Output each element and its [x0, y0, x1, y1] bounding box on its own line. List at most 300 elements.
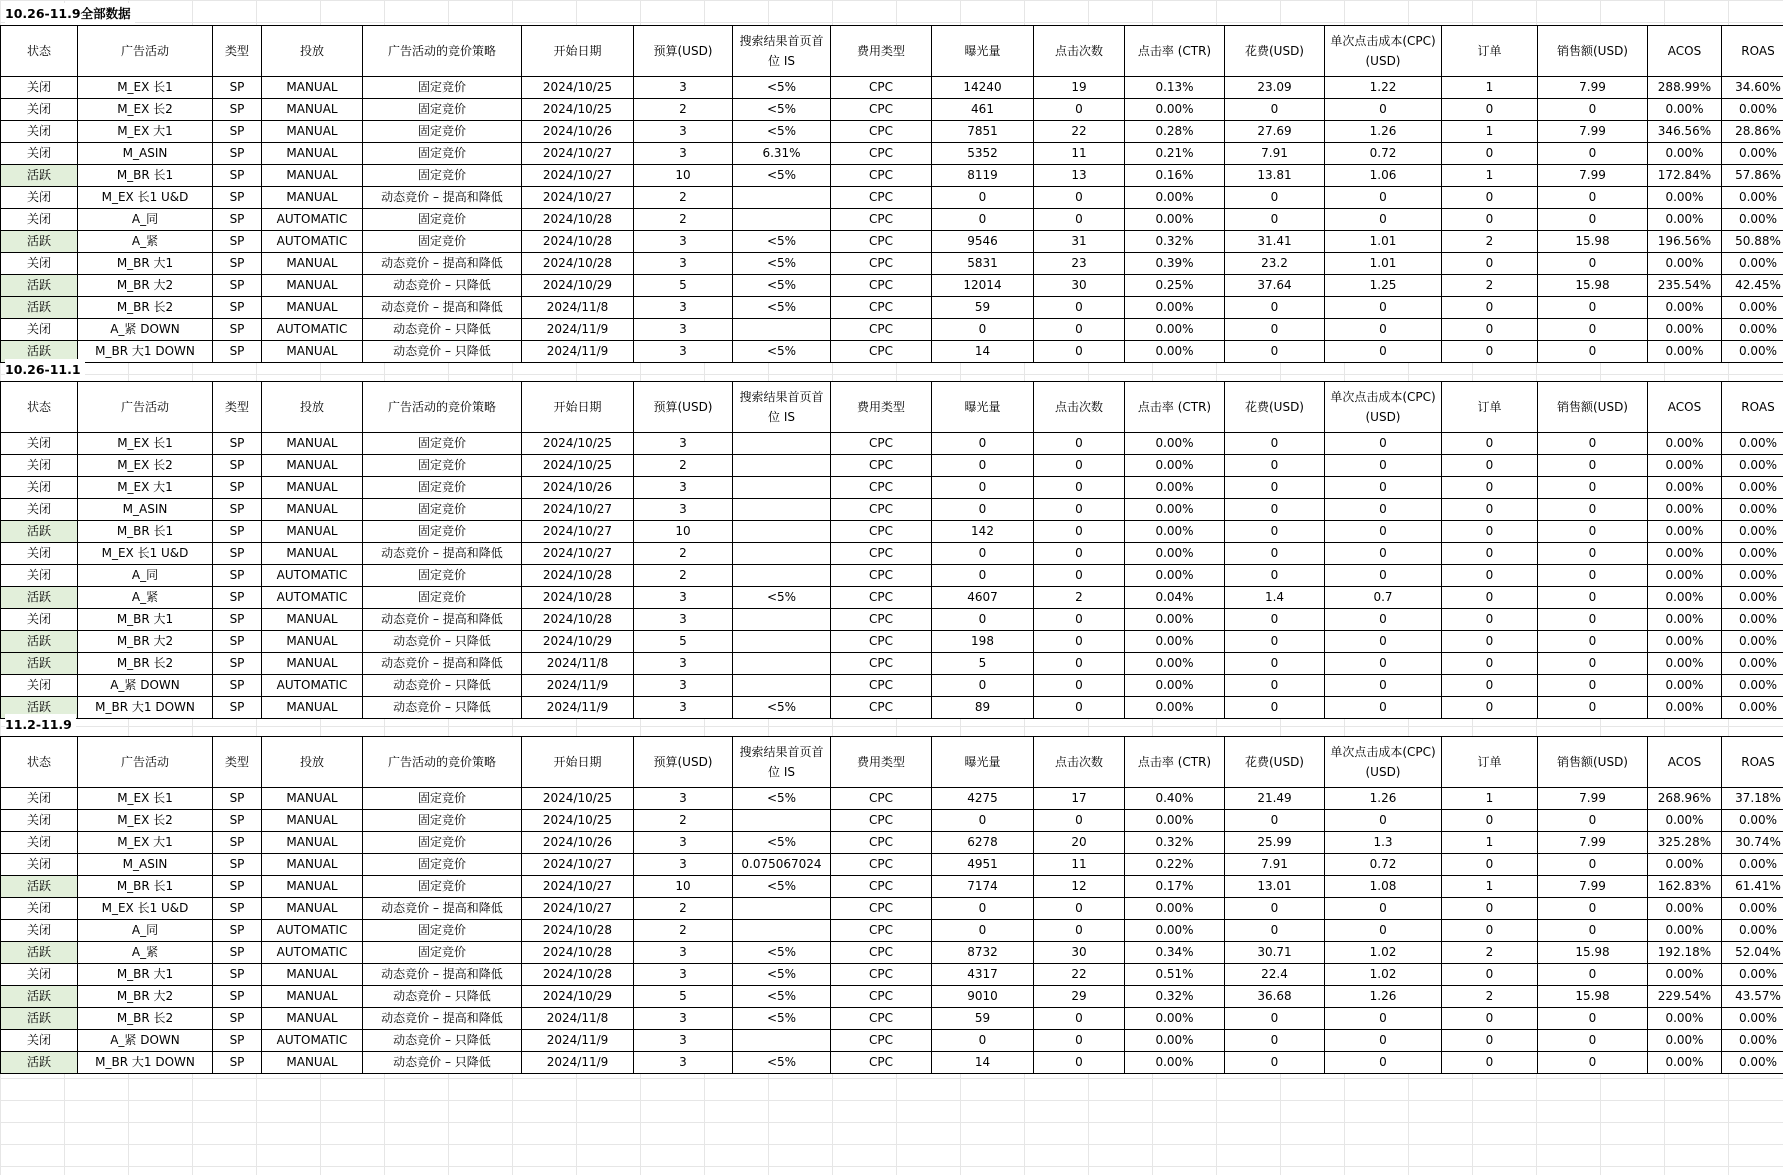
- cell-bid-strategy[interactable]: 动态竞价 – 只降低: [363, 675, 522, 697]
- cell-campaign[interactable]: M_BR 大1 DOWN: [78, 1052, 213, 1074]
- cell-start-date[interactable]: 2024/10/29: [522, 986, 634, 1008]
- cell-ctr[interactable]: 0.00%: [1125, 810, 1225, 832]
- cell-spend[interactable]: 23.2: [1225, 253, 1325, 275]
- cell-spend[interactable]: 0: [1225, 455, 1325, 477]
- cell-top-of-search-is[interactable]: [733, 477, 831, 499]
- column-header-type[interactable]: 类型: [213, 737, 262, 788]
- cell-ctr[interactable]: 0.00%: [1125, 565, 1225, 587]
- cell-sales[interactable]: 7.99: [1538, 876, 1648, 898]
- cell-type[interactable]: SP: [213, 675, 262, 697]
- cell-roas[interactable]: 0.00%: [1722, 341, 1783, 363]
- cell-status[interactable]: 活跃: [1, 942, 78, 964]
- cell-ctr[interactable]: 0.16%: [1125, 165, 1225, 187]
- cell-campaign[interactable]: M_BR 大1: [78, 253, 213, 275]
- cell-start-date[interactable]: 2024/11/8: [522, 1008, 634, 1030]
- column-header-top-of-search-is[interactable]: 搜索结果首页首位 IS: [733, 382, 831, 433]
- cell-campaign[interactable]: M_ASIN: [78, 499, 213, 521]
- cell-campaign[interactable]: A_同: [78, 565, 213, 587]
- cell-cost-type[interactable]: CPC: [831, 898, 932, 920]
- cell-top-of-search-is[interactable]: <5%: [733, 77, 831, 99]
- cell-acos[interactable]: 0.00%: [1648, 964, 1722, 986]
- cell-roas[interactable]: 0.00%: [1722, 521, 1783, 543]
- cell-acos[interactable]: 172.84%: [1648, 165, 1722, 187]
- cell-impressions[interactable]: 5831: [932, 253, 1034, 275]
- cell-acos[interactable]: 196.56%: [1648, 231, 1722, 253]
- cell-acos[interactable]: 268.96%: [1648, 788, 1722, 810]
- cell-targeting[interactable]: MANUAL: [262, 253, 363, 275]
- cell-status[interactable]: 关闭: [1, 788, 78, 810]
- cell-cost-type[interactable]: CPC: [831, 565, 932, 587]
- cell-impressions[interactable]: 6278: [932, 832, 1034, 854]
- cell-cost-type[interactable]: CPC: [831, 341, 932, 363]
- cell-impressions[interactable]: 7174: [932, 876, 1034, 898]
- column-header-spend[interactable]: 花费(USD): [1225, 737, 1325, 788]
- cell-acos[interactable]: 0.00%: [1648, 341, 1722, 363]
- cell-cpc[interactable]: 0: [1325, 1030, 1442, 1052]
- cell-top-of-search-is[interactable]: <5%: [733, 986, 831, 1008]
- cell-roas[interactable]: 0.00%: [1722, 1030, 1783, 1052]
- cell-roas[interactable]: 0.00%: [1722, 854, 1783, 876]
- cell-bid-strategy[interactable]: 动态竞价 – 提高和降低: [363, 543, 522, 565]
- column-header-cost-type[interactable]: 费用类型: [831, 382, 932, 433]
- cell-targeting[interactable]: AUTOMATIC: [262, 587, 363, 609]
- column-header-clicks[interactable]: 点击次数: [1034, 382, 1125, 433]
- cell-roas[interactable]: 43.57%: [1722, 986, 1783, 1008]
- cell-ctr[interactable]: 0.21%: [1125, 143, 1225, 165]
- cell-acos[interactable]: 0.00%: [1648, 209, 1722, 231]
- cell-roas[interactable]: 30.74%: [1722, 832, 1783, 854]
- cell-top-of-search-is[interactable]: [733, 187, 831, 209]
- cell-spend[interactable]: 0: [1225, 898, 1325, 920]
- cell-targeting[interactable]: MANUAL: [262, 187, 363, 209]
- cell-cost-type[interactable]: CPC: [831, 810, 932, 832]
- cell-roas[interactable]: 0.00%: [1722, 587, 1783, 609]
- cell-ctr[interactable]: 0.25%: [1125, 275, 1225, 297]
- cell-budget[interactable]: 3: [634, 77, 733, 99]
- cell-orders[interactable]: 0: [1442, 854, 1538, 876]
- cell-roas[interactable]: 0.00%: [1722, 609, 1783, 631]
- cell-impressions[interactable]: 12014: [932, 275, 1034, 297]
- cell-bid-strategy[interactable]: 固定竞价: [363, 143, 522, 165]
- cell-spend[interactable]: 13.01: [1225, 876, 1325, 898]
- cell-targeting[interactable]: MANUAL: [262, 99, 363, 121]
- cell-start-date[interactable]: 2024/11/9: [522, 319, 634, 341]
- cell-ctr[interactable]: 0.32%: [1125, 832, 1225, 854]
- cell-roas[interactable]: 0.00%: [1722, 898, 1783, 920]
- cell-acos[interactable]: 0.00%: [1648, 99, 1722, 121]
- cell-type[interactable]: SP: [213, 920, 262, 942]
- cell-budget[interactable]: 10: [634, 165, 733, 187]
- column-header-cpc[interactable]: 单次点击成本(CPC)(USD): [1325, 26, 1442, 77]
- cell-campaign[interactable]: M_EX 大1: [78, 832, 213, 854]
- column-header-orders[interactable]: 订单: [1442, 382, 1538, 433]
- column-header-start-date[interactable]: 开始日期: [522, 382, 634, 433]
- cell-clicks[interactable]: 0: [1034, 433, 1125, 455]
- cell-budget[interactable]: 3: [634, 653, 733, 675]
- cell-impressions[interactable]: 0: [932, 433, 1034, 455]
- cell-roas[interactable]: 0.00%: [1722, 253, 1783, 275]
- cell-campaign[interactable]: M_BR 大1 DOWN: [78, 341, 213, 363]
- cell-budget[interactable]: 3: [634, 253, 733, 275]
- cell-top-of-search-is[interactable]: [733, 898, 831, 920]
- cell-clicks[interactable]: 0: [1034, 920, 1125, 942]
- cell-spend[interactable]: 1.4: [1225, 587, 1325, 609]
- cell-spend[interactable]: 0: [1225, 810, 1325, 832]
- cell-orders[interactable]: 0: [1442, 297, 1538, 319]
- column-header-budget[interactable]: 预算(USD): [634, 737, 733, 788]
- cell-roas[interactable]: 37.18%: [1722, 788, 1783, 810]
- cell-acos[interactable]: 288.99%: [1648, 77, 1722, 99]
- column-header-roas[interactable]: ROAS: [1722, 26, 1783, 77]
- cell-clicks[interactable]: 0: [1034, 341, 1125, 363]
- column-header-cost-type[interactable]: 费用类型: [831, 26, 932, 77]
- cell-orders[interactable]: 0: [1442, 898, 1538, 920]
- cell-ctr[interactable]: 0.00%: [1125, 697, 1225, 719]
- cell-impressions[interactable]: 8119: [932, 165, 1034, 187]
- cell-bid-strategy[interactable]: 动态竞价 – 只降低: [363, 986, 522, 1008]
- cell-sales[interactable]: 0: [1538, 1052, 1648, 1074]
- cell-targeting[interactable]: MANUAL: [262, 275, 363, 297]
- cell-cost-type[interactable]: CPC: [831, 209, 932, 231]
- cell-bid-strategy[interactable]: 动态竞价 – 提高和降低: [363, 253, 522, 275]
- cell-clicks[interactable]: 0: [1034, 697, 1125, 719]
- cell-orders[interactable]: 0: [1442, 433, 1538, 455]
- cell-type[interactable]: SP: [213, 832, 262, 854]
- cell-spend[interactable]: 0: [1225, 99, 1325, 121]
- cell-top-of-search-is[interactable]: <5%: [733, 341, 831, 363]
- cell-spend[interactable]: 0: [1225, 319, 1325, 341]
- cell-spend[interactable]: 30.71: [1225, 942, 1325, 964]
- cell-ctr[interactable]: 0.00%: [1125, 187, 1225, 209]
- cell-targeting[interactable]: MANUAL: [262, 876, 363, 898]
- cell-sales[interactable]: 15.98: [1538, 942, 1648, 964]
- cell-type[interactable]: SP: [213, 609, 262, 631]
- cell-clicks[interactable]: 22: [1034, 964, 1125, 986]
- cell-acos[interactable]: 0.00%: [1648, 253, 1722, 275]
- cell-targeting[interactable]: MANUAL: [262, 986, 363, 1008]
- cell-cost-type[interactable]: CPC: [831, 99, 932, 121]
- cell-top-of-search-is[interactable]: <5%: [733, 964, 831, 986]
- cell-clicks[interactable]: 0: [1034, 499, 1125, 521]
- column-header-roas[interactable]: ROAS: [1722, 382, 1783, 433]
- cell-cpc[interactable]: 0: [1325, 609, 1442, 631]
- cell-cost-type[interactable]: CPC: [831, 187, 932, 209]
- cell-roas[interactable]: 0.00%: [1722, 653, 1783, 675]
- cell-type[interactable]: SP: [213, 99, 262, 121]
- cell-orders[interactable]: 0: [1442, 565, 1538, 587]
- cell-type[interactable]: SP: [213, 521, 262, 543]
- cell-top-of-search-is[interactable]: <5%: [733, 1052, 831, 1074]
- cell-spend[interactable]: 23.09: [1225, 77, 1325, 99]
- cell-top-of-search-is[interactable]: <5%: [733, 832, 831, 854]
- cell-targeting[interactable]: MANUAL: [262, 499, 363, 521]
- cell-budget[interactable]: 3: [634, 477, 733, 499]
- cell-spend[interactable]: 0: [1225, 920, 1325, 942]
- cell-sales[interactable]: 0: [1538, 433, 1648, 455]
- cell-cost-type[interactable]: CPC: [831, 77, 932, 99]
- cell-ctr[interactable]: 0.00%: [1125, 920, 1225, 942]
- cell-clicks[interactable]: 0: [1034, 1030, 1125, 1052]
- cell-campaign[interactable]: M_EX 长1 U&D: [78, 898, 213, 920]
- cell-bid-strategy[interactable]: 动态竞价 – 只降低: [363, 319, 522, 341]
- cell-ctr[interactable]: 0.00%: [1125, 653, 1225, 675]
- cell-sales[interactable]: 0: [1538, 1030, 1648, 1052]
- cell-type[interactable]: SP: [213, 898, 262, 920]
- column-header-impressions[interactable]: 曝光量: [932, 737, 1034, 788]
- cell-bid-strategy[interactable]: 固定竞价: [363, 455, 522, 477]
- cell-budget[interactable]: 3: [634, 499, 733, 521]
- cell-campaign[interactable]: M_ASIN: [78, 143, 213, 165]
- column-header-orders[interactable]: 订单: [1442, 737, 1538, 788]
- cell-targeting[interactable]: MANUAL: [262, 788, 363, 810]
- cell-spend[interactable]: 0: [1225, 1008, 1325, 1030]
- cell-bid-strategy[interactable]: 固定竞价: [363, 433, 522, 455]
- cell-type[interactable]: SP: [213, 77, 262, 99]
- column-header-impressions[interactable]: 曝光量: [932, 26, 1034, 77]
- column-header-targeting[interactable]: 投放: [262, 382, 363, 433]
- cell-start-date[interactable]: 2024/10/29: [522, 631, 634, 653]
- cell-clicks[interactable]: 0: [1034, 653, 1125, 675]
- cell-status[interactable]: 活跃: [1, 1008, 78, 1030]
- column-header-spend[interactable]: 花费(USD): [1225, 382, 1325, 433]
- cell-spend[interactable]: 0: [1225, 543, 1325, 565]
- cell-acos[interactable]: 0.00%: [1648, 1052, 1722, 1074]
- cell-cost-type[interactable]: CPC: [831, 165, 932, 187]
- cell-type[interactable]: SP: [213, 275, 262, 297]
- cell-sales[interactable]: 0: [1538, 521, 1648, 543]
- cell-budget[interactable]: 2: [634, 455, 733, 477]
- cell-budget[interactable]: 2: [634, 209, 733, 231]
- cell-bid-strategy[interactable]: 动态竞价 – 只降低: [363, 1052, 522, 1074]
- cell-budget[interactable]: 2: [634, 543, 733, 565]
- cell-targeting[interactable]: MANUAL: [262, 477, 363, 499]
- cell-roas[interactable]: 0.00%: [1722, 1052, 1783, 1074]
- cell-roas[interactable]: 34.60%: [1722, 77, 1783, 99]
- cell-targeting[interactable]: MANUAL: [262, 1008, 363, 1030]
- cell-acos[interactable]: 0.00%: [1648, 1030, 1722, 1052]
- cell-targeting[interactable]: MANUAL: [262, 341, 363, 363]
- cell-status[interactable]: 关闭: [1, 675, 78, 697]
- column-header-bid-strategy[interactable]: 广告活动的竞价策略: [363, 26, 522, 77]
- cell-start-date[interactable]: 2024/10/28: [522, 942, 634, 964]
- cell-clicks[interactable]: 29: [1034, 986, 1125, 1008]
- cell-campaign[interactable]: M_BR 大2: [78, 275, 213, 297]
- cell-clicks[interactable]: 23: [1034, 253, 1125, 275]
- cell-spend[interactable]: 0: [1225, 209, 1325, 231]
- cell-roas[interactable]: 0.00%: [1722, 964, 1783, 986]
- cell-top-of-search-is[interactable]: 6.31%: [733, 143, 831, 165]
- cell-campaign[interactable]: M_EX 长1 U&D: [78, 187, 213, 209]
- cell-start-date[interactable]: 2024/10/27: [522, 499, 634, 521]
- cell-top-of-search-is[interactable]: <5%: [733, 876, 831, 898]
- cell-clicks[interactable]: 0: [1034, 898, 1125, 920]
- cell-cpc[interactable]: 1.01: [1325, 253, 1442, 275]
- cell-impressions[interactable]: 8732: [932, 942, 1034, 964]
- cell-roas[interactable]: 57.86%: [1722, 165, 1783, 187]
- cell-status[interactable]: 关闭: [1, 810, 78, 832]
- cell-type[interactable]: SP: [213, 231, 262, 253]
- cell-cost-type[interactable]: CPC: [831, 876, 932, 898]
- cell-sales[interactable]: 0: [1538, 810, 1648, 832]
- cell-impressions[interactable]: 0: [932, 898, 1034, 920]
- cell-impressions[interactable]: 0: [932, 477, 1034, 499]
- cell-ctr[interactable]: 0.00%: [1125, 297, 1225, 319]
- cell-clicks[interactable]: 11: [1034, 854, 1125, 876]
- cell-start-date[interactable]: 2024/10/25: [522, 810, 634, 832]
- cell-budget[interactable]: 3: [634, 675, 733, 697]
- cell-budget[interactable]: 3: [634, 788, 733, 810]
- cell-sales[interactable]: 0: [1538, 587, 1648, 609]
- cell-start-date[interactable]: 2024/10/25: [522, 99, 634, 121]
- cell-targeting[interactable]: MANUAL: [262, 832, 363, 854]
- cell-acos[interactable]: 0.00%: [1648, 675, 1722, 697]
- cell-targeting[interactable]: AUTOMATIC: [262, 565, 363, 587]
- cell-ctr[interactable]: 0.13%: [1125, 77, 1225, 99]
- column-header-top-of-search-is[interactable]: 搜索结果首页首位 IS: [733, 26, 831, 77]
- cell-targeting[interactable]: MANUAL: [262, 77, 363, 99]
- cell-status[interactable]: 关闭: [1, 1030, 78, 1052]
- cell-roas[interactable]: 0.00%: [1722, 920, 1783, 942]
- cell-budget[interactable]: 2: [634, 99, 733, 121]
- cell-spend[interactable]: 0: [1225, 1030, 1325, 1052]
- cell-cpc[interactable]: 0.7: [1325, 587, 1442, 609]
- cell-targeting[interactable]: AUTOMATIC: [262, 942, 363, 964]
- cell-cpc[interactable]: 0.72: [1325, 143, 1442, 165]
- cell-cpc[interactable]: 0: [1325, 209, 1442, 231]
- cell-ctr[interactable]: 0.00%: [1125, 319, 1225, 341]
- cell-spend[interactable]: 37.64: [1225, 275, 1325, 297]
- column-header-clicks[interactable]: 点击次数: [1034, 737, 1125, 788]
- cell-impressions[interactable]: 59: [932, 1008, 1034, 1030]
- cell-clicks[interactable]: 31: [1034, 231, 1125, 253]
- cell-ctr[interactable]: 0.00%: [1125, 1030, 1225, 1052]
- cell-start-date[interactable]: 2024/11/9: [522, 697, 634, 719]
- cell-cpc[interactable]: 0: [1325, 543, 1442, 565]
- cell-acos[interactable]: 0.00%: [1648, 565, 1722, 587]
- cell-campaign[interactable]: M_EX 大1: [78, 121, 213, 143]
- cell-clicks[interactable]: 0: [1034, 187, 1125, 209]
- cell-cpc[interactable]: 1.26: [1325, 121, 1442, 143]
- cell-targeting[interactable]: AUTOMATIC: [262, 920, 363, 942]
- cell-clicks[interactable]: 0: [1034, 297, 1125, 319]
- cell-roas[interactable]: 0.00%: [1722, 143, 1783, 165]
- cell-cpc[interactable]: 0.72: [1325, 854, 1442, 876]
- cell-spend[interactable]: 31.41: [1225, 231, 1325, 253]
- column-header-status[interactable]: 状态: [1, 26, 78, 77]
- cell-cpc[interactable]: 0: [1325, 341, 1442, 363]
- cell-bid-strategy[interactable]: 动态竞价 – 提高和降低: [363, 1008, 522, 1030]
- cell-top-of-search-is[interactable]: 0.075067024: [733, 854, 831, 876]
- cell-ctr[interactable]: 0.17%: [1125, 876, 1225, 898]
- cell-acos[interactable]: 0.00%: [1648, 543, 1722, 565]
- cell-start-date[interactable]: 2024/11/8: [522, 297, 634, 319]
- cell-type[interactable]: SP: [213, 565, 262, 587]
- cell-clicks[interactable]: 0: [1034, 477, 1125, 499]
- cell-campaign[interactable]: M_BR 长2: [78, 297, 213, 319]
- cell-acos[interactable]: 0.00%: [1648, 499, 1722, 521]
- cell-status[interactable]: 活跃: [1, 231, 78, 253]
- cell-ctr[interactable]: 0.32%: [1125, 986, 1225, 1008]
- cell-budget[interactable]: 3: [634, 832, 733, 854]
- column-header-sales[interactable]: 销售额(USD): [1538, 382, 1648, 433]
- cell-start-date[interactable]: 2024/10/27: [522, 187, 634, 209]
- cell-clicks[interactable]: 0: [1034, 1008, 1125, 1030]
- cell-sales[interactable]: 0: [1538, 187, 1648, 209]
- column-header-cpc[interactable]: 单次点击成本(CPC)(USD): [1325, 382, 1442, 433]
- cell-status[interactable]: 关闭: [1, 898, 78, 920]
- cell-clicks[interactable]: 13: [1034, 165, 1125, 187]
- cell-roas[interactable]: 50.88%: [1722, 231, 1783, 253]
- cell-targeting[interactable]: MANUAL: [262, 121, 363, 143]
- cell-budget[interactable]: 3: [634, 433, 733, 455]
- cell-roas[interactable]: 0.00%: [1722, 1008, 1783, 1030]
- cell-roas[interactable]: 0.00%: [1722, 187, 1783, 209]
- cell-ctr[interactable]: 0.00%: [1125, 521, 1225, 543]
- cell-cost-type[interactable]: CPC: [831, 986, 932, 1008]
- cell-orders[interactable]: 2: [1442, 231, 1538, 253]
- cell-bid-strategy[interactable]: 固定竞价: [363, 477, 522, 499]
- cell-clicks[interactable]: 0: [1034, 609, 1125, 631]
- cell-cpc[interactable]: 0: [1325, 920, 1442, 942]
- cell-impressions[interactable]: 0: [932, 319, 1034, 341]
- cell-cost-type[interactable]: CPC: [831, 1030, 932, 1052]
- cell-orders[interactable]: 0: [1442, 675, 1538, 697]
- cell-cpc[interactable]: 1.02: [1325, 964, 1442, 986]
- cell-type[interactable]: SP: [213, 543, 262, 565]
- cell-clicks[interactable]: 22: [1034, 121, 1125, 143]
- cell-acos[interactable]: 0.00%: [1648, 143, 1722, 165]
- cell-ctr[interactable]: 0.00%: [1125, 1008, 1225, 1030]
- cell-spend[interactable]: 36.68: [1225, 986, 1325, 1008]
- cell-bid-strategy[interactable]: 动态竞价 – 提高和降低: [363, 898, 522, 920]
- cell-ctr[interactable]: 0.00%: [1125, 675, 1225, 697]
- cell-ctr[interactable]: 0.00%: [1125, 477, 1225, 499]
- cell-cost-type[interactable]: CPC: [831, 319, 932, 341]
- cell-impressions[interactable]: 59: [932, 297, 1034, 319]
- cell-top-of-search-is[interactable]: [733, 543, 831, 565]
- cell-top-of-search-is[interactable]: <5%: [733, 788, 831, 810]
- cell-type[interactable]: SP: [213, 297, 262, 319]
- cell-sales[interactable]: 0: [1538, 477, 1648, 499]
- cell-cost-type[interactable]: CPC: [831, 609, 932, 631]
- cell-ctr[interactable]: 0.28%: [1125, 121, 1225, 143]
- cell-orders[interactable]: 0: [1442, 697, 1538, 719]
- cell-acos[interactable]: 0.00%: [1648, 697, 1722, 719]
- cell-bid-strategy[interactable]: 固定竞价: [363, 832, 522, 854]
- cell-top-of-search-is[interactable]: [733, 653, 831, 675]
- cell-budget[interactable]: 3: [634, 1052, 733, 1074]
- cell-ctr[interactable]: 0.34%: [1125, 942, 1225, 964]
- cell-orders[interactable]: 0: [1442, 455, 1538, 477]
- cell-status[interactable]: 活跃: [1, 587, 78, 609]
- cell-cpc[interactable]: 0: [1325, 565, 1442, 587]
- cell-budget[interactable]: 3: [634, 341, 733, 363]
- cell-clicks[interactable]: 20: [1034, 832, 1125, 854]
- cell-sales[interactable]: 0: [1538, 143, 1648, 165]
- cell-spend[interactable]: 21.49: [1225, 788, 1325, 810]
- column-header-cpc[interactable]: 单次点击成本(CPC)(USD): [1325, 737, 1442, 788]
- cell-cpc[interactable]: 0: [1325, 810, 1442, 832]
- cell-budget[interactable]: 3: [634, 1030, 733, 1052]
- cell-budget[interactable]: 2: [634, 187, 733, 209]
- cell-spend[interactable]: 25.99: [1225, 832, 1325, 854]
- cell-top-of-search-is[interactable]: <5%: [733, 297, 831, 319]
- cell-impressions[interactable]: 0: [932, 609, 1034, 631]
- cell-type[interactable]: SP: [213, 964, 262, 986]
- cell-type[interactable]: SP: [213, 631, 262, 653]
- cell-budget[interactable]: 3: [634, 609, 733, 631]
- cell-top-of-search-is[interactable]: [733, 1030, 831, 1052]
